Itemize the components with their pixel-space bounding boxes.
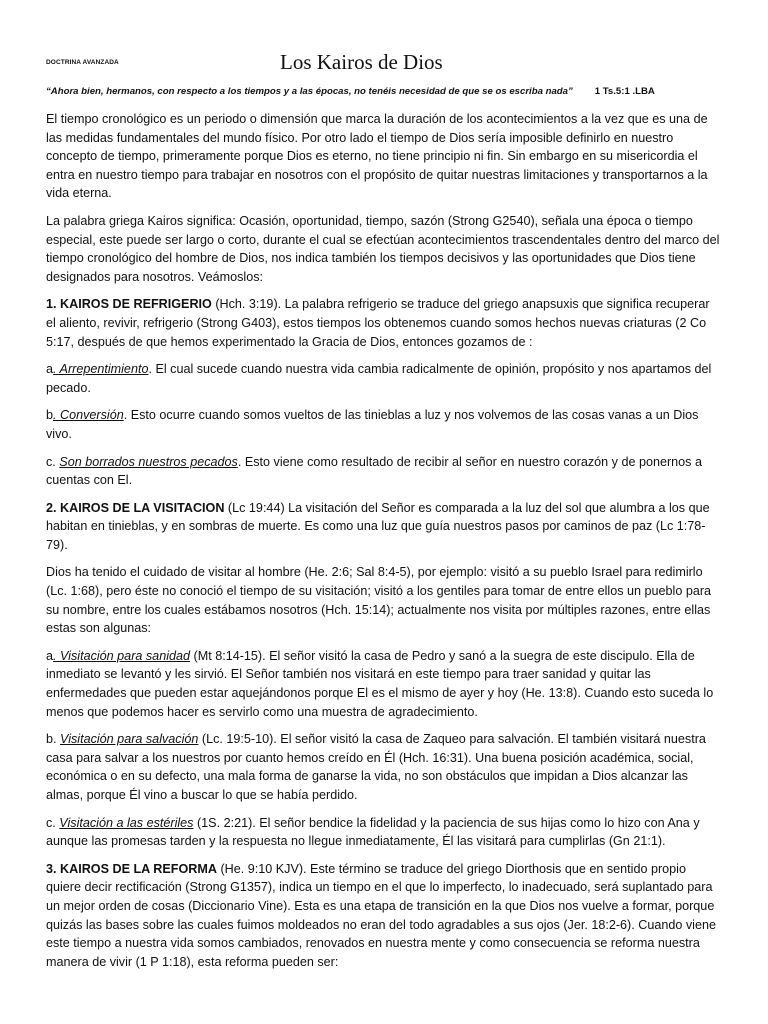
item-text: . Esto viene como resultado de recibir al señor en nuestro corazón y de ponernos a cuentas con El.: [46, 454, 702, 488]
section-1-heading: 1. KAIROS DE REFRIGERIO: [46, 297, 212, 312]
section-2-heading: 2. KAIROS DE LA VISITACION: [46, 500, 225, 515]
section-2-item-c: [46, 814, 722, 851]
section-2-item-a: [46, 647, 722, 721]
section-2-paragraph-2: Dios ha tenido el cuidado de visitar al hombre (He. 2:6; Sal 8:4-5), por ejemplo: visitó a su pueblo Israel para redimirlo (Lc. 1:68), pero éste no conoció el tiempo de su visitación; visitó a los gentiles para tomar de entre ellos un pueblo para su nombre, entre los cuales estábamos nosotros (Hch. 15:14); actualmente nos visita por múltiples razones, entre ellas estas son algunas:: [46, 565, 712, 636]
section-2-item-b: [46, 730, 722, 804]
item-text: . Esto ocurre cuando somos vueltos de las tinieblas a luz y nos volvemos de las cosas vanas a un Dios vivo.: [46, 408, 699, 441]
item-text: (Mt 8:14-15). El señor visitó la casa de Pedro y sanó a la suegra de este discipulo. Ella de inmediato se levantó y les sirvió. El Señor también nos visitará en este tiempo para traer sanidad y quitar las enfermedades que pueden estar aquejándonos porque El es el mismo de ayer y hoy (He. 13:8). Cuando esto suceda lo menos que podemos hacer es servirlo como una muestra de agradecimiento.: [46, 648, 714, 719]
item-prefix: a: [46, 362, 54, 377]
section-3-text: (He. 9:10 KJV). Este término se traduce del griego Diorthosis que en sentido propio quiere decir rectificación (Strong G1357), indica un tiempo en el que lo imperfecto, lo inadecuado, será suplantado para un mejor orden de cosas (Diccionario Vine). Esta es una etapa de transición en la que Dios nos vuelve a formar, porque quizás las bases sobre las cuales fuimos moldeados no eran del todo agradables a sus ojos (Jer. 18:2-6). Cuando viene este tiempo a nuestra vida somos cambiados, renovados en nuestra mente y como consecuencia se reforma nuestra manera de vivir (1 P 1:18), esta reforma pueden ser:: [46, 861, 716, 969]
item-prefix: c.: [46, 454, 60, 469]
item-text: (1S. 2:21). El señor bendice la fidelidad y la paciencia de sus hijas como lo hizo con Ana y aunque las promesas tarden y la respuesta no llegue inmediatamente, Él las visitará para cumplirlas (Gn 21:1).: [46, 815, 700, 849]
item-label: . Visitación para sanidad: [53, 648, 191, 663]
page-title: Los Kairos de Dios: [280, 50, 443, 74]
item-prefix: b.: [46, 732, 61, 747]
item-label: . Conversión: [53, 408, 124, 423]
intro-paragraph-2: La palabra griega Kairos significa: Ocasión, oportunidad, tiempo, sazón (Strong G2540), señala una época o tiempo especial, este puede ser largo o corto, durante el cual se efectúan acontecimientos trascendentales dentro del marco del tiempo cronológico del hombre de Dios, nos indica también los tiempos decisivos y las oportunidades que Dios tiene designados para nosotros. Veámoslos:: [46, 213, 720, 284]
doc-category-label: DOCTRINA AVANZADA: [46, 59, 119, 66]
item-prefix: c.: [46, 815, 60, 830]
item-label: Son borrados nuestros pecados: [59, 454, 238, 469]
item-label: Visitación para salvación: [60, 732, 199, 747]
intro-paragraph-1: El tiempo cronológico es un periodo o dimensión que marca la duración de los acontecimientos a la vez que es una de las medidas fundamentales del mundo físico. Por otro lado el tiempo de Dios sería imposible definirlo en nuestro concepto de tiempo, primeramente porque Dios es eterno, no tiene principio ni fin. Sin embargo en su misericordia el entra en nuestro tiempo para trabajar en nosotros con el propósito de quitar nuestras limitaciones y transportarnos a la vida eterna.: [46, 112, 708, 201]
epigraph-text: “Ahora bien, hermanos, con respecto a los tiempos y a las épocas, no tenéis necesidad de que se os escriba nada”: [46, 86, 573, 97]
section-3-paragraph: [46, 860, 722, 972]
document-header: [46, 50, 736, 78]
section-1-text: (Hch. 3:19). La palabra refrigerio se traduce del griego anapsuxis que significa recuperar el aliento, revivir, refrigerio (Strong G403), estos tiempos los obtenemos cuando somos hechos nuevas criaturas (2 Co 5:17, después de que hemos experimentado la Gracia de Dios, entonces gozamos de :: [46, 297, 710, 349]
section-2-text: (Lc 19:44) La visitación del Señor es comparada a la luz del sol que alumbra a los que habitan en tinieblas, y en sombras de muerte. Es como una luz que guía nuestros pasos por caminos de paz (Lc 1:78-79).: [46, 500, 710, 552]
section-3-heading: 3. KAIROS DE LA REFORMA: [46, 861, 217, 876]
item-label: Visitación a las estériles: [59, 815, 194, 830]
item-prefix: a: [46, 648, 54, 663]
epigraph-reference: 1 Ts.5:1 .LBA: [594, 86, 655, 97]
item-label: . Arrepentimiento: [53, 362, 149, 377]
document-body: [46, 110, 722, 980]
section-1-item-b: [46, 406, 722, 443]
section-1-paragraph: [46, 295, 722, 351]
section-2-paragraph: [46, 499, 722, 555]
section-1-item-c: [46, 453, 722, 490]
section-1-item-a: [46, 360, 722, 397]
item-text: . El cual sucede cuando nuestra vida cambia radicalmente de opinión, propósito y nos apartamos del pecado.: [46, 362, 712, 395]
epigraph-quote: [46, 86, 736, 97]
item-prefix: b: [46, 408, 54, 423]
item-text: (Lc. 19:5-10). El señor visitó la casa de Zaqueo para salvación. El también visitará nuestra casa para salvar a los nuestros por cuanto hemos creído en Él (Hch. 16:31). Una buena posición académica, social, económica o en su defecto, una mala forma de ganarse la vida, no son obstáculos que impidan a Dios alcanzar las almas, porque Él vino a buscar lo que se había perdido.: [46, 732, 706, 802]
